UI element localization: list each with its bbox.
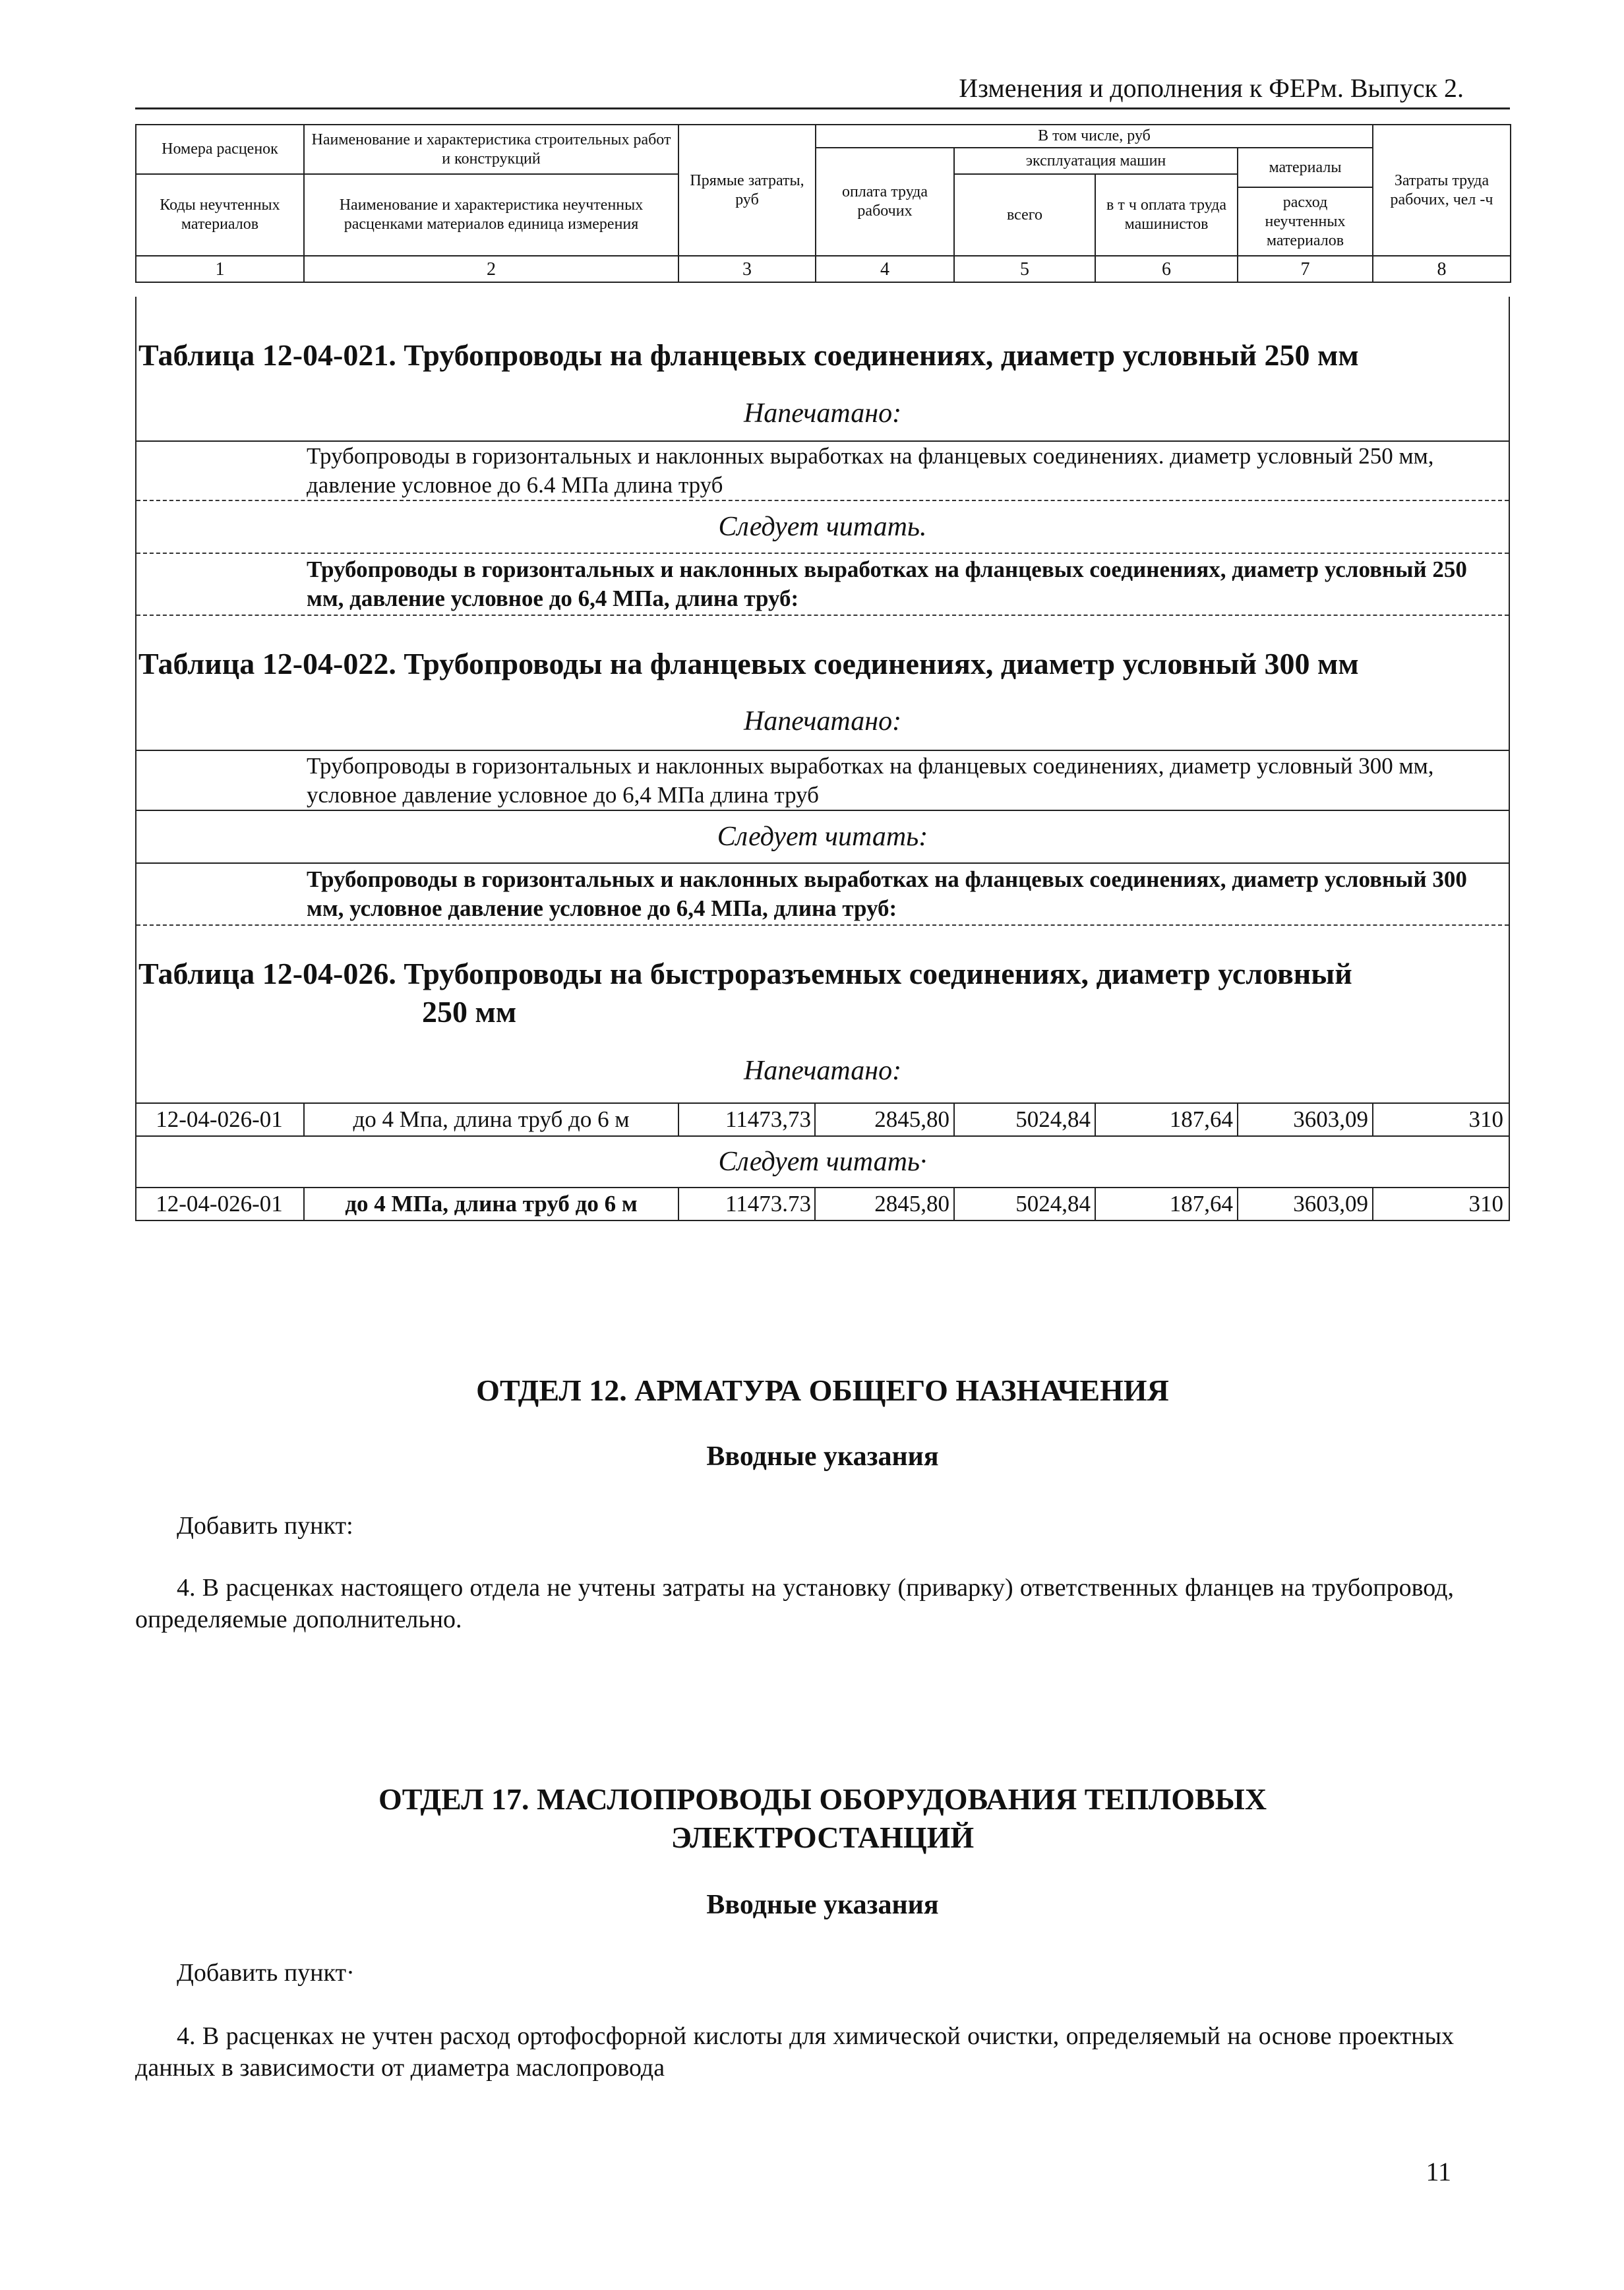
row-materials: 3603,09 xyxy=(1293,1191,1368,1217)
header-rule xyxy=(135,107,1510,109)
row-description: до 4 МПа, длина труб до 6 м xyxy=(345,1191,638,1217)
col-number: 8 xyxy=(1373,256,1511,282)
col6-header: в т ч оплата труда машинистов xyxy=(1095,174,1238,256)
table-title: Таблица 12-04-026. Трубопроводы на быстроразъемных соединениях, диаметр условный xyxy=(138,957,1352,990)
machines-header: эксплуатация машин xyxy=(954,148,1238,174)
section-paragraph: 4. В расценках настоящего отдела не учтены затраты на установку (приварку) ответственных фланцев на трубопровод, определяемые дополнительно. xyxy=(135,1574,1454,1633)
row-divider xyxy=(136,553,1509,554)
row-divider xyxy=(136,1135,1509,1137)
section-subtitle: Вводные указания xyxy=(706,1441,939,1472)
row-labor-pay: 2845,80 xyxy=(874,1106,949,1132)
read-text: Трубопроводы в горизонтальных и наклонных выработках на фланцевых соединениях, диаметр условный 300 мм, условное давление условное до 6,4 МПа, длина труб: xyxy=(307,866,1467,921)
col2-top-header: Наименование и характеристика строительных работ и конструкций xyxy=(304,125,678,174)
row-labor-pay: 2845,80 xyxy=(874,1191,949,1217)
row-machines-total: 5024,84 xyxy=(1015,1191,1091,1217)
printed-label: Напечатано: xyxy=(743,1056,902,1086)
col4-header: оплата труда рабочих xyxy=(816,148,954,256)
row-direct-cost: 11473,73 xyxy=(725,1106,811,1132)
row-machines-total: 5024,84 xyxy=(1015,1106,1091,1132)
row-machinists-pay: 187,64 xyxy=(1169,1191,1233,1217)
row-labor-hours: 310 xyxy=(1468,1191,1503,1217)
row-divider xyxy=(136,500,1509,501)
printed-label: Напечатано: xyxy=(743,398,902,429)
section-paragraph: 4. В расценках не учтен расход ортофосфорной кислоты для химической очистки, определяемый на основе проектных данных в зависимости от диаметра маслопровода xyxy=(135,2022,1454,2082)
row-divider xyxy=(136,924,1509,926)
page-number: 11 xyxy=(1426,2157,1451,2186)
col-number: 5 xyxy=(954,256,1095,282)
row-divider xyxy=(136,1187,1509,1188)
read-text: Трубопроводы в горизонтальных и наклонных выработках на фланцевых соединениях, диаметр условный 250 мм, давление условное до 6,4 МПа, длина труб: xyxy=(307,557,1467,611)
document-header: Изменения и дополнения к ФЕРм. Выпуск 2. xyxy=(959,73,1464,103)
col7-header: расход неучтенных материалов xyxy=(1238,187,1373,256)
printed-label: Напечатано: xyxy=(743,706,902,737)
col-number: 2 xyxy=(304,256,678,282)
column-header-table xyxy=(135,124,1511,283)
section-title: ОТДЕЛ 17. МАСЛОПРОВОДЫ ОБОРУДОВАНИЯ ТЕПЛОВЫХ xyxy=(378,1782,1267,1816)
row-description: до 4 Мпа, длина труб до 6 м xyxy=(353,1106,630,1132)
col1-top-header: Номера расценок xyxy=(136,125,304,174)
table-title-line2: 250 мм xyxy=(422,995,517,1029)
row-code: 12-04-026-01 xyxy=(156,1191,283,1217)
section-title-line2: ЭЛЕКТРОСТАНЦИЙ xyxy=(671,1821,975,1854)
row-divider xyxy=(136,810,1509,811)
row-direct-cost: 11473.73 xyxy=(725,1191,811,1217)
row-divider xyxy=(136,750,1509,751)
read-label: Следует читать. xyxy=(718,512,927,542)
section-title: ОТДЕЛ 12. АРМАТУРА ОБЩЕГО НАЗНАЧЕНИЯ xyxy=(476,1373,1169,1407)
add-item-label: Добавить пункт· xyxy=(177,1959,355,1987)
col5-header: всего xyxy=(954,174,1095,256)
row-code: 12-04-026-01 xyxy=(156,1106,283,1132)
section-subtitle: Вводные указания xyxy=(706,1890,939,1920)
in-total-header: В том числе, руб xyxy=(816,125,1373,148)
col2-bottom-header: Наименование и характеристика неучтенных расценками материалов единица измерения xyxy=(304,174,678,256)
table-title: Таблица 12-04-022. Трубопроводы на фланцевых соединениях, диаметр условный 300 мм xyxy=(138,647,1359,680)
printed-text: Трубопроводы в горизонтальных и наклонных выработках на фланцевых соединениях. диаметр условный 250 мм, давление условное до 6.4 МПа длина труб xyxy=(307,443,1434,498)
col-number: 3 xyxy=(678,256,816,282)
materials-header: материалы xyxy=(1238,148,1373,187)
row-materials: 3603,09 xyxy=(1293,1106,1368,1132)
row-divider xyxy=(136,862,1509,864)
read-label: Следует читать· xyxy=(718,1147,927,1177)
printed-text: Трубопроводы в горизонтальных и наклонных выработках на фланцевых соединениях, диаметр условный 300 мм, условное давление условное до 6,4 МПа длина труб xyxy=(307,753,1434,808)
col-number: 6 xyxy=(1095,256,1238,282)
row-divider xyxy=(136,1102,1509,1104)
col-number: 7 xyxy=(1238,256,1373,282)
col8-header: Затраты труда рабочих, чел -ч xyxy=(1373,125,1511,256)
col3-header: Прямые затраты, руб xyxy=(678,125,816,256)
col-number: 4 xyxy=(816,256,954,282)
row-machinists-pay: 187,64 xyxy=(1169,1106,1233,1132)
row-labor-hours: 310 xyxy=(1468,1106,1503,1132)
read-label: Следует читать: xyxy=(717,822,928,852)
table-title: Таблица 12-04-021. Трубопроводы на фланцевых соединениях, диаметр условный 250 мм xyxy=(138,338,1359,372)
add-item-label: Добавить пункт: xyxy=(177,1512,353,1540)
col1-bottom-header: Коды неучтенных материалов xyxy=(136,174,304,256)
col-number: 1 xyxy=(136,256,304,282)
row-divider xyxy=(136,615,1509,616)
